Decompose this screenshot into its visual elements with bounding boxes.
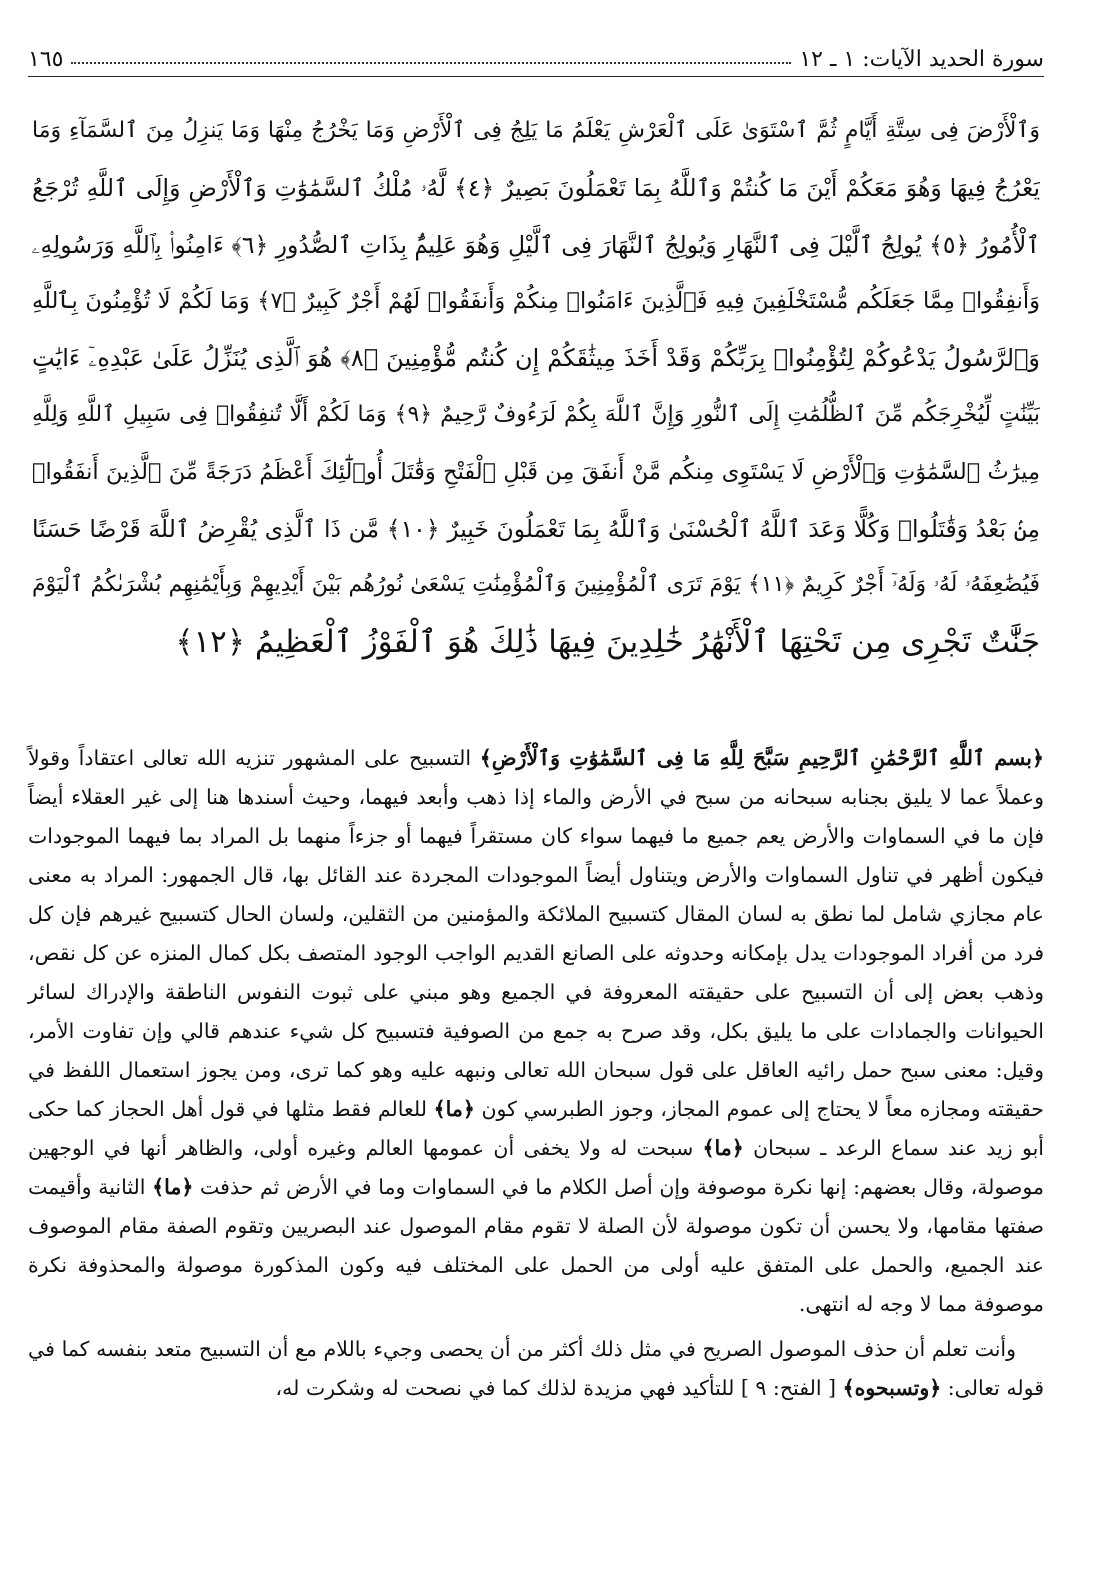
commentary-segment: للعالم فقط مثلها في قول أهل الحجاز كما حكى أبو زيد عند سماع الرعد ـ سبحان — [28, 1096, 1044, 1160]
quran-line: مِيرَٰثُ ٱلسَّمَٰوَٰتِ وَٱلْأَرْضِ لَا يَسْتَوِى مِنكُم مَّنْ أَنفَقَ مِن قَبْلِ ٱلْفَتْحِ وَقَٰتَلَ أُو۟لَٰٓئِكَ أَعْظَمُ دَرَجَةً مِّنَ ٱلَّذِينَ أَنفَقُوا۟ — [32, 458, 1040, 485]
commentary-text — [28, 739, 1044, 1408]
verse-quote: ﴿ما﴾ — [152, 1174, 194, 1199]
quran-line: وَٱلْأَرْضَ فِى سِتَّةِ أَيَّامٍ ثُمَّ ٱسْتَوَىٰ عَلَى ٱلْعَرْشِ يَعْلَمُ مَا يَلِجُ فِى ٱلْأَرْضِ وَمَا يَخْرُجُ مِنْهَا وَمَا يَنزِلُ مِنَ ٱلسَّمَآءِ وَمَا — [32, 118, 1040, 143]
quran-line: يَعْرُجُ فِيهَا وَهُوَ مَعَكُمْ أَيْنَ مَا كُنتُمْ وَٱللَّهُ بِمَا تَعْمَلُونَ بَصِيرٌ ﴿٤﴾ لَّهُۥ مُلْكُ ٱلسَّمَٰوَٰتِ وَٱلْأَرْضِ وَإِلَى ٱللَّهِ تُرْجَعُ — [32, 173, 1040, 202]
surah-title: سورة الحديد الآيات: ١ ـ ١٢ — [799, 47, 1044, 72]
commentary-segment: وأنت تعلم أن حذف الموصول الصريح في مثل ذلك أكثر من أن يحصى وجيء باللام مع أن التسبيح متعد بنفسه كما في قوله تعالى: — [28, 1336, 1044, 1400]
quran-line: مِنۢ بَعْدُ وَقَٰتَلُوا۟ وَكُلًّا وَعَدَ ٱللَّهُ ٱلْحُسْنَىٰ وَٱللَّهُ بِمَا تَعْمَلُونَ خَبِيرٌ ﴿١٠﴾ مَّن ذَا ٱلَّذِى يُقْرِضُ ٱللَّهَ قَرْضًا حَسَنًا — [32, 514, 1040, 543]
quran-line: بَيِّنَٰتٍ لِّيُخْرِجَكُم مِّنَ ٱلظُّلُمَٰتِ إِلَى ٱلنُّورِ وَإِنَّ ٱللَّهَ بِكُمْ لَرَءُوفٌ رَّحِيمٌ ﴿٩﴾ وَمَا لَكُمْ أَلَّا تُنفِقُوا۟ فِى سَبِيلِ ٱللَّهِ وَلِلَّهِ — [32, 401, 1040, 427]
verse-quote: ﴿ما﴾ — [702, 1135, 744, 1160]
book-page — [28, 34, 1044, 1554]
verse-quote: ﴿وتسبحوه﴾ — [842, 1375, 942, 1400]
page-number: ١٦٥ — [28, 47, 64, 72]
quran-line: جَنَّٰتٌ تَجْرِى مِن تَحْتِهَا ٱلْأَنْهَٰرُ خَٰلِدِينَ فِيهَا ذَٰلِكَ هُوَ ٱلْفَوْزُ ٱلْعَظِيمُ ﴿١٢﴾ — [175, 624, 1040, 661]
page-header — [28, 34, 1044, 77]
commentary-segment: الثانية وأقيمت صفتها مقامها، ولا يحسن أن تكون موصولة لأن الصلة لا تقوم مقام الموصول عند البصريين وتقوم الصفة مقام الموصوف عند الجميع، والحمل على المتفق عليه أولى من الحمل على المختلف فيه وكون المذكورة موصولة والمحذوفة نكرة موصوفة مما لا وجه له انتهى. — [28, 1174, 1044, 1316]
commentary-paragraph — [28, 739, 1044, 1324]
quran-line: وَأَنفِقُوا۟ مِمَّا جَعَلَكُم مُّسْتَخْلَفِينَ فِيهِ فَٱلَّذِينَ ءَامَنُوا۟ مِنكُمْ وَأَنفَقُوا۟ لَهُمْ أَجْرٌ كَبِيرٌ ﴿٧﴾ وَمَا لَكُمْ لَا تُؤْمِنُونَ بِٱللَّهِ — [32, 288, 1040, 315]
commentary-paragraph — [28, 1330, 1044, 1408]
quran-line: فَيُضَٰعِفَهُۥ لَهُۥ وَلَهُۥٓ أَجْرٌ كَرِيمٌ ﴿١١﴾ يَوْمَ تَرَى ٱلْمُؤْمِنِينَ وَٱلْمُؤْمِنَٰتِ يَسْعَىٰ نُورُهُم بَيْنَ أَيْدِيهِمْ وَبِأَيْمَٰنِهِم بُشْرَىٰكُمُ ٱلْيَوْمَ — [32, 572, 1040, 598]
quran-text-block — [32, 103, 1040, 671]
verse-quote: ﴿بسم ٱللَّهِ ٱلرَّحْمَٰنِ ٱلرَّحِيمِ سَبَّحَ لِلَّهِ مَا فِى ٱلسَّمَٰوَٰتِ وَٱلْأَرْضِ﴾ — [479, 745, 1044, 770]
commentary-segment: التسبيح على المشهور تنزيه الله تعالى اعتقاداً وقولاً وعملاً عما لا يليق بجنابه سبحانه من سبح في الأرض والماء إذا ذهب وأبعد فيهما، وحيث أسندها هنا إلى غير العقلاء أيضاً فإن ما في السماوات والأرض يعم جميع ما فيهما سواء كان مستقراً فيهما أو جزءاً منهما بل المراد بما فيهما الموجودات فيكون أظهر في تناول السماوات والأرض ويتناول أيضاً الموجودات المجردة عند القائل بها، قال الجمهور: المراد به معنى عام مجازي شامل لما نطق به لسان المقال كتسبيح الملائكة والمؤمنين من الثقلين، ولسان الحال كتسبيح غيرهم فإن كل فرد من أفراد الموجودات يدل بإمكانه وحدوثه على الصانع القديم الواجب الوجود المتصف بكل كمال المنزه عن كل نقص، وذهب بعض إلى أن التسبيح على حقيقته المعروفة في الجميع وهو مبني على ثبوت النفوس الناطقة والإدراك لسائر الحيوانات والجمادات على ما يليق بكل، وقد صرح به جمع من الصوفية فتسبيح كل شيء عندهم قالي وإن تفاوت الأمر، وقيل: معنى سبح حمل رائيه العاقل على قول سبحان الله تعالى ونبهه عليه وهو كما ترى، ومن يجوز استعمال اللفظ في حقيقته ومجازه معاً لا يحتاج إلى عموم المجاز، وجوز الطبرسي كون — [28, 745, 1044, 1121]
verse-reference: [ الفتح: ٩ ] — [734, 1375, 843, 1400]
verse-quote: ﴿ما﴾ — [433, 1096, 475, 1121]
section-gap — [28, 671, 1044, 739]
quran-line: ٱلْأُمُورُ ﴿٥﴾ يُولِجُ ٱلَّيْلَ فِى ٱلنَّهَارِ وَيُولِجُ ٱلنَّهَارَ فِى ٱلَّيْلِ وَهُوَ عَلِيمٌۢ بِذَاتِ ٱلصُّدُورِ ﴿٦﴾ ءَامِنُوا۟ بِٱللَّهِ وَرَسُولِهِۦ — [32, 230, 1040, 259]
commentary-segment: للتأكيد فهي مزيدة لذلك كما في نصحت له وشكرت له، — [275, 1375, 735, 1400]
commentary-segment: سبحت له ولا يخفى أن عمومها العالم وغيره أولى، والظاهر أنها في الوجهين موصولة، وقال بعضهم: إنها نكرة موصوفة وإن أصل الكلام ما في السماوات وما في الأرض ثم حذفت — [28, 1135, 1044, 1199]
quran-line: وَٱلرَّسُولُ يَدْعُوكُمْ لِتُؤْمِنُوا۟ بِرَبِّكُمْ وَقَدْ أَخَذَ مِيثَٰقَكُمْ إِن كُنتُم مُّؤْمِنِينَ ﴿٨﴾ هُوَ ٱلَّذِى يُنَزِّلُ عَلَىٰ عَبْدِهِۦٓ ءَايَٰتٍ — [32, 344, 1040, 373]
header-leader-dots — [71, 62, 791, 64]
